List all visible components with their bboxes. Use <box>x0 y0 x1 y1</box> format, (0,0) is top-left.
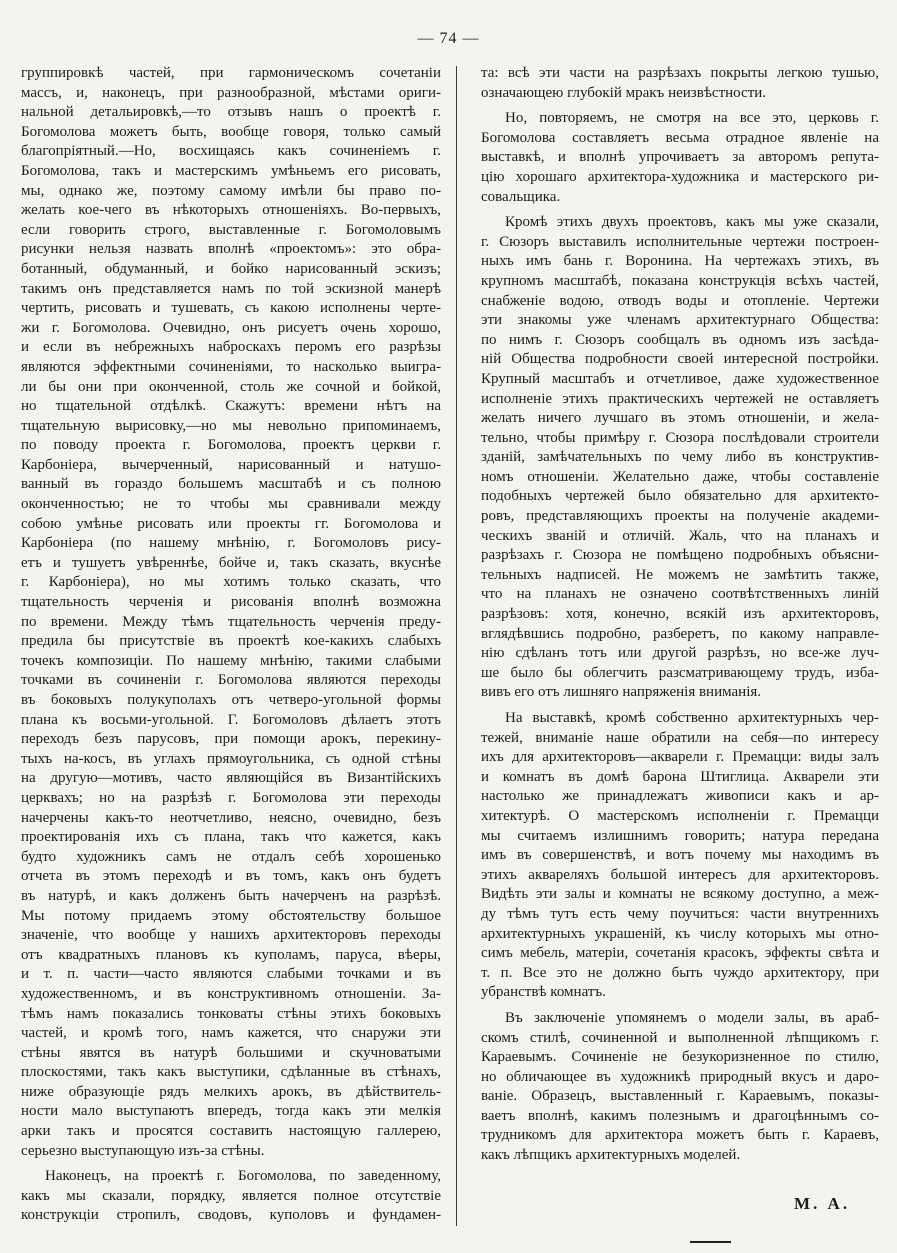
text-line: настолько же принадлежатъ живописи какъ и ар- <box>481 788 879 805</box>
text-line: на другую—мотивъ, часто являющійся въ Византійскихъ <box>21 770 441 787</box>
text-line: номъ отношеніи. Желательно даже, чтобы составленіе <box>481 468 879 485</box>
text-line: тщательную вырисовку,—но мы невольно припоминаемъ, <box>21 417 441 434</box>
text-line: предила бы присутствіе въ проектѣ кое-какихъ слабыхъ <box>21 633 441 650</box>
column-divider <box>456 66 457 1226</box>
text-line: переходъ безъ парусовъ, при помощи арокъ, перекину- <box>21 731 441 748</box>
text-line: какъ мы сказали, порядку, является полное отсутствіе <box>21 1187 441 1204</box>
text-line: но тщательной отдѣлкѣ. Скажутъ: времени нѣтъ на <box>21 398 441 415</box>
text-line: вглядѣвшись подробно, разберетъ, по какому направле- <box>481 625 879 642</box>
text-line: группировкѣ частей, при гармоническомъ сочетаніи <box>21 65 441 81</box>
text-line: г. Сюзоръ выставилъ исполнительные чертежи построен- <box>481 233 879 250</box>
text-line: по нимъ г. Сюзоръ сообщалъ въ одномъ изъ засѣда- <box>481 331 879 348</box>
right-text-column <box>481 64 879 1166</box>
text-line: ше было бы облегчить разсматривающему трудъ, изба- <box>481 664 879 681</box>
text-line: по времени. Между тѣмъ тщательность черченія преду- <box>21 613 441 630</box>
text-line: ванный въ гораздо большемъ масштабѣ и съ полною <box>21 476 441 493</box>
text-line: если говорить строго, выставленные г. Богомоловымъ <box>21 221 441 238</box>
page-number: — 74 — <box>417 30 480 47</box>
text-line: являются эффектными сочиненіями, то насколько выигра- <box>21 358 441 375</box>
text-line: по поводу проекта г. Богомолова, проектъ церкви г. <box>21 437 441 454</box>
text-line: Богомолова составляетъ весьма отрадное явленіе на <box>481 129 879 146</box>
text-line: Наконецъ, на проектѣ г. Богомолова, по заведенному, <box>45 1168 441 1185</box>
text-line: чертить, рисовать и тушевать, съ какою исполнены черте- <box>21 300 441 317</box>
text-line: отъ квадратныхъ плановъ къ куполамъ, паруса, вѣеры, <box>21 946 441 963</box>
text-line: скомъ стилѣ, сочиненной и выполненной лѣпщикомъ г. <box>481 1029 879 1046</box>
text-line: Богомолова можетъ быть, вообще говоря, только самый <box>21 123 441 140</box>
text-line: этихъ аквареляхъ большой интересъ для архитекторовъ. <box>481 866 879 883</box>
text-line: цію хорошаго архитектора-художника и мастерского ри- <box>481 168 879 185</box>
text-line: Въ заключеніе упомянемъ о модели залы, въ араб- <box>505 1009 879 1026</box>
text-line: выставкѣ, и вполнѣ упрочиваетъ за авторомъ репута- <box>481 149 879 166</box>
text-line: начерчены какъ-то неотчетливо, неясно, очевидно, безъ <box>21 809 441 826</box>
text-line: та: всѣ эти части на разрѣзахъ покрыты легкою тушью, <box>481 65 879 81</box>
text-line: желать кое-чего въ нѣкоторыхъ отношеніяхъ. Во-первыхъ, <box>21 202 441 219</box>
text-line: отчета въ этомъ переходѣ и въ томъ, какъ онъ будетъ <box>21 868 441 885</box>
paragraph <box>481 64 879 103</box>
paragraph <box>481 213 879 703</box>
text-line: точками въ сочиненіи г. Богомолова являются переходы <box>21 672 441 689</box>
text-line: будто художникъ самъ не отдалъ себѣ хорошенько <box>21 848 441 865</box>
text-line: подобныхъ чертежей было обязательно для архитекто- <box>481 488 879 505</box>
text-line: эти знакомы уже членамъ архитектурнаго Общества: <box>481 312 879 329</box>
text-line: разрѣзахъ г. Сюзора не помѣщено подробныхъ объясни- <box>481 547 879 564</box>
text-line: и если въ небрежныхъ наброскахъ перомъ его разрѣзы <box>21 339 441 356</box>
text-line: частей, и кромѣ того, намъ кажется, что снаружи эти <box>21 1025 441 1042</box>
text-line: нію сдѣланъ тотъ или другой разрѣзъ, но все-же луч- <box>481 645 879 662</box>
text-line: г. Карбоніера), но мы хотимъ только сказать, что <box>21 574 441 591</box>
text-line: нальной детальировкѣ,—то отзывъ нашъ о проектѣ г. <box>21 104 441 121</box>
text-line: что на планахъ не означено соотвѣтственныхъ линій <box>481 586 879 603</box>
text-line: церквахъ; но на разрѣзѣ г. Богомолова эти переходы <box>21 789 441 806</box>
text-line: тельныхъ надписей. Не можемъ не замѣтить также, <box>481 566 879 583</box>
text-line: Но, повторяемъ, не смотря на все это, церковь г. <box>505 110 879 127</box>
text-line: оконченностью; не то чтобы мы сравнивали между <box>21 496 441 513</box>
text-line: арки такъ и просятся составить настоящую галлерею, <box>21 1123 441 1140</box>
text-line: въ боковыхъ полукуполахъ отъ четверо-угольной формы <box>21 692 441 708</box>
text-line: въ натурѣ, и какъ долженъ быть начерченъ на разрѣзѣ. <box>21 887 441 904</box>
text-line: ли бы они при оконченной, столь же сочной и бойкой, <box>21 378 441 395</box>
text-line: плана къ восьми-угольной. Г. Богомоловъ дѣлаетъ этотъ <box>21 711 441 728</box>
text-line: тежей, вниманіе наше обратили на себя—по интересу <box>481 729 879 746</box>
text-line: архитектурныхъ украшеній, къ числу которыхъ мы отно- <box>481 925 879 942</box>
text-line: снабженіе водою, отводъ воды и отопленіе. Чертежи <box>481 292 879 309</box>
text-line: жи г. Богомолова. Очевидно, онъ рисуетъ очень хорошо, <box>21 319 441 336</box>
text-line: ныхъ имъ бань г. Воронина. На чертежахъ этихъ, въ <box>481 253 879 270</box>
text-line: но обличающее въ художникѣ природный вкусъ и даро- <box>481 1068 879 1085</box>
text-line: симъ мебель, матеріи, сочетанія красокъ, эффекты свѣта и <box>481 945 879 962</box>
text-line: Видѣть эти залы и комнаты не всякому доступно, а меж- <box>481 886 879 903</box>
text-line: ихъ для архитекторовъ—акварели г. Премацци: виды залъ <box>481 749 879 766</box>
text-line: собою умѣнье рисовать или проекты гг. Богомолова и <box>21 515 441 532</box>
text-line: совальщика. <box>481 188 561 205</box>
text-line: ній Общества подробности своей интересной постройки. <box>481 351 879 368</box>
text-line: ботанный, обдуманный, и бойко нарисованный эскизъ; <box>21 260 441 277</box>
text-line: конструкціи стропилъ, сводовъ, куполовъ и фундамен- <box>21 1207 441 1224</box>
text-line: Мы потому придаемъ этому обстоятельству большое <box>21 907 441 924</box>
paragraph <box>481 109 879 207</box>
text-line: хитектурѣ. О мастерскомъ исполненіи г. Премацци <box>481 807 879 824</box>
text-line: т. п. Все это не должно быть чуждо архитектору, при <box>481 964 879 981</box>
text-line: какъ лѣпщикъ архитектурныхъ моделей. <box>481 1147 741 1164</box>
text-line: крупномъ масштабѣ, показана конструкція всѣхъ частей, <box>481 272 879 289</box>
paragraph <box>481 1009 879 1166</box>
text-line: благопріятный.—Но, восхищаясь какъ сочиненіемъ г. <box>21 143 441 160</box>
text-line: тѣмъ намъ показались тонковаты стѣны этихъ боковыхъ <box>21 1005 441 1022</box>
text-line: массъ, и, наконецъ, при разнообразной, мѣстами ориги- <box>21 84 441 101</box>
text-line: тельно, чтобы примѣру г. Сюзора послѣдовали строители <box>481 429 879 446</box>
paragraph <box>481 709 879 1003</box>
text-line: мы считаемъ излишнимъ говорить; натура передана <box>481 827 879 844</box>
paragraph <box>21 1167 441 1226</box>
text-line: етъ и тушуетъ увѣреннѣе, бойче и, такъ сказать, вкуснѣе <box>21 554 441 571</box>
text-line: убранствѣ комнатъ. <box>481 984 606 1001</box>
text-line: тщательность черченія и рисованія вполнѣ возможна <box>21 594 441 611</box>
text-line: такимъ онъ представляется намъ по той эскизной манерѣ <box>21 280 441 297</box>
paragraph <box>21 64 441 1161</box>
text-line: тыхъ на-косъ, въ углахъ прямоугольника, съ одной стѣны <box>21 750 441 767</box>
text-line: плоскостями, такъ какъ выступики, сдѣланные въ стѣнахъ, <box>21 1064 441 1081</box>
text-line: ваетъ вполнѣ, какимъ полезнымъ и драгоцѣннымъ со- <box>481 1107 879 1124</box>
text-line: Карбоніера, вычерченный, нарисованный и натушо- <box>21 456 441 473</box>
text-line: Крупный масштабъ и отчетливое, даже художественное <box>481 370 879 387</box>
text-line: исполненіе этихъ практическихъ чертежей не оставляетъ <box>481 390 879 407</box>
text-line: имъ въ совершенствѣ, и вотъ почему мы находимъ въ <box>481 847 879 864</box>
text-line: стѣны явятся въ натурѣ большими и скучноватыми <box>21 1044 441 1061</box>
text-line: художественномъ, и въ конструктивномъ отношеніи. За- <box>21 985 441 1002</box>
text-line: Караевымъ. Сочиненіе не безукоризненное по стилю, <box>481 1049 879 1066</box>
text-line: зданій, замѣчательныхъ по чему либо въ конструктив- <box>481 449 879 466</box>
text-line: серьезно выступающую изъ-за стѣны. <box>21 1142 265 1159</box>
text-line: Карбоніера (по нашему мнѣнію, г. Богомоловъ рису- <box>21 535 441 552</box>
text-line: На выставкѣ, кромѣ собственно архитектурныхъ чер- <box>505 710 879 726</box>
text-line: проектированія ихъ съ плана, такъ что кажется, какъ <box>21 829 441 846</box>
text-line: ности мало выступаютъ впередъ, тогда какъ эти мелкія <box>21 1103 441 1120</box>
text-line: вивъ его отъ лишняго напряженія вниманія. <box>481 684 762 701</box>
text-line: мы, однако же, поэтому самому имѣли бы право по- <box>21 182 441 199</box>
text-line: ниже образующіе рядъ мелкихъ арокъ, въ дѣйствитель- <box>21 1083 441 1100</box>
text-line: Кромѣ этихъ двухъ проектовъ, какъ мы уже сказали, <box>505 214 879 231</box>
text-line: рисунки нельзя назвать вполнѣ «проектомъ»: это обра- <box>21 241 441 258</box>
author-signature: М. А. <box>794 1194 851 1213</box>
text-line: разрѣзовъ: хотя, конечно, всякій изъ архитекторовъ, <box>481 606 879 623</box>
text-line: Богомолова, такъ и мастерскимъ умѣньемъ его рисовать, <box>21 162 441 179</box>
text-line: и т. п. части—часто являются слабыми точками и въ <box>21 966 441 983</box>
end-rule <box>690 1241 731 1243</box>
text-line: желать ничего лучшаго въ этомъ отношеніи, и жела- <box>481 410 879 427</box>
text-line: и комнатъ въ домѣ барона Штиглица. Акварели эти <box>481 768 879 785</box>
text-line: ваніе. Образецъ, выставленный г. Караевымъ, показы- <box>481 1088 879 1105</box>
text-line: точекъ композиціи. По нашему мнѣнію, такими слабыми <box>21 652 441 669</box>
text-line: трудникомъ для архитектора можетъ быть г. Караевъ, <box>481 1127 879 1144</box>
text-line: ческихъ званій и отличій. Жаль, что на планахъ и <box>481 527 879 544</box>
text-line: означающею глубокій мракъ неизвѣстности. <box>481 84 767 101</box>
left-text-column <box>21 64 441 1226</box>
text-line: ду тѣмъ тутъ есть чему поучиться: части внутреннихъ <box>481 905 879 922</box>
text-line: ровъ, представляющихъ проекты на полученіе академи- <box>481 508 879 525</box>
text-line: значеніе, что вообще у нашихъ архитекторовъ переходы <box>21 927 441 944</box>
